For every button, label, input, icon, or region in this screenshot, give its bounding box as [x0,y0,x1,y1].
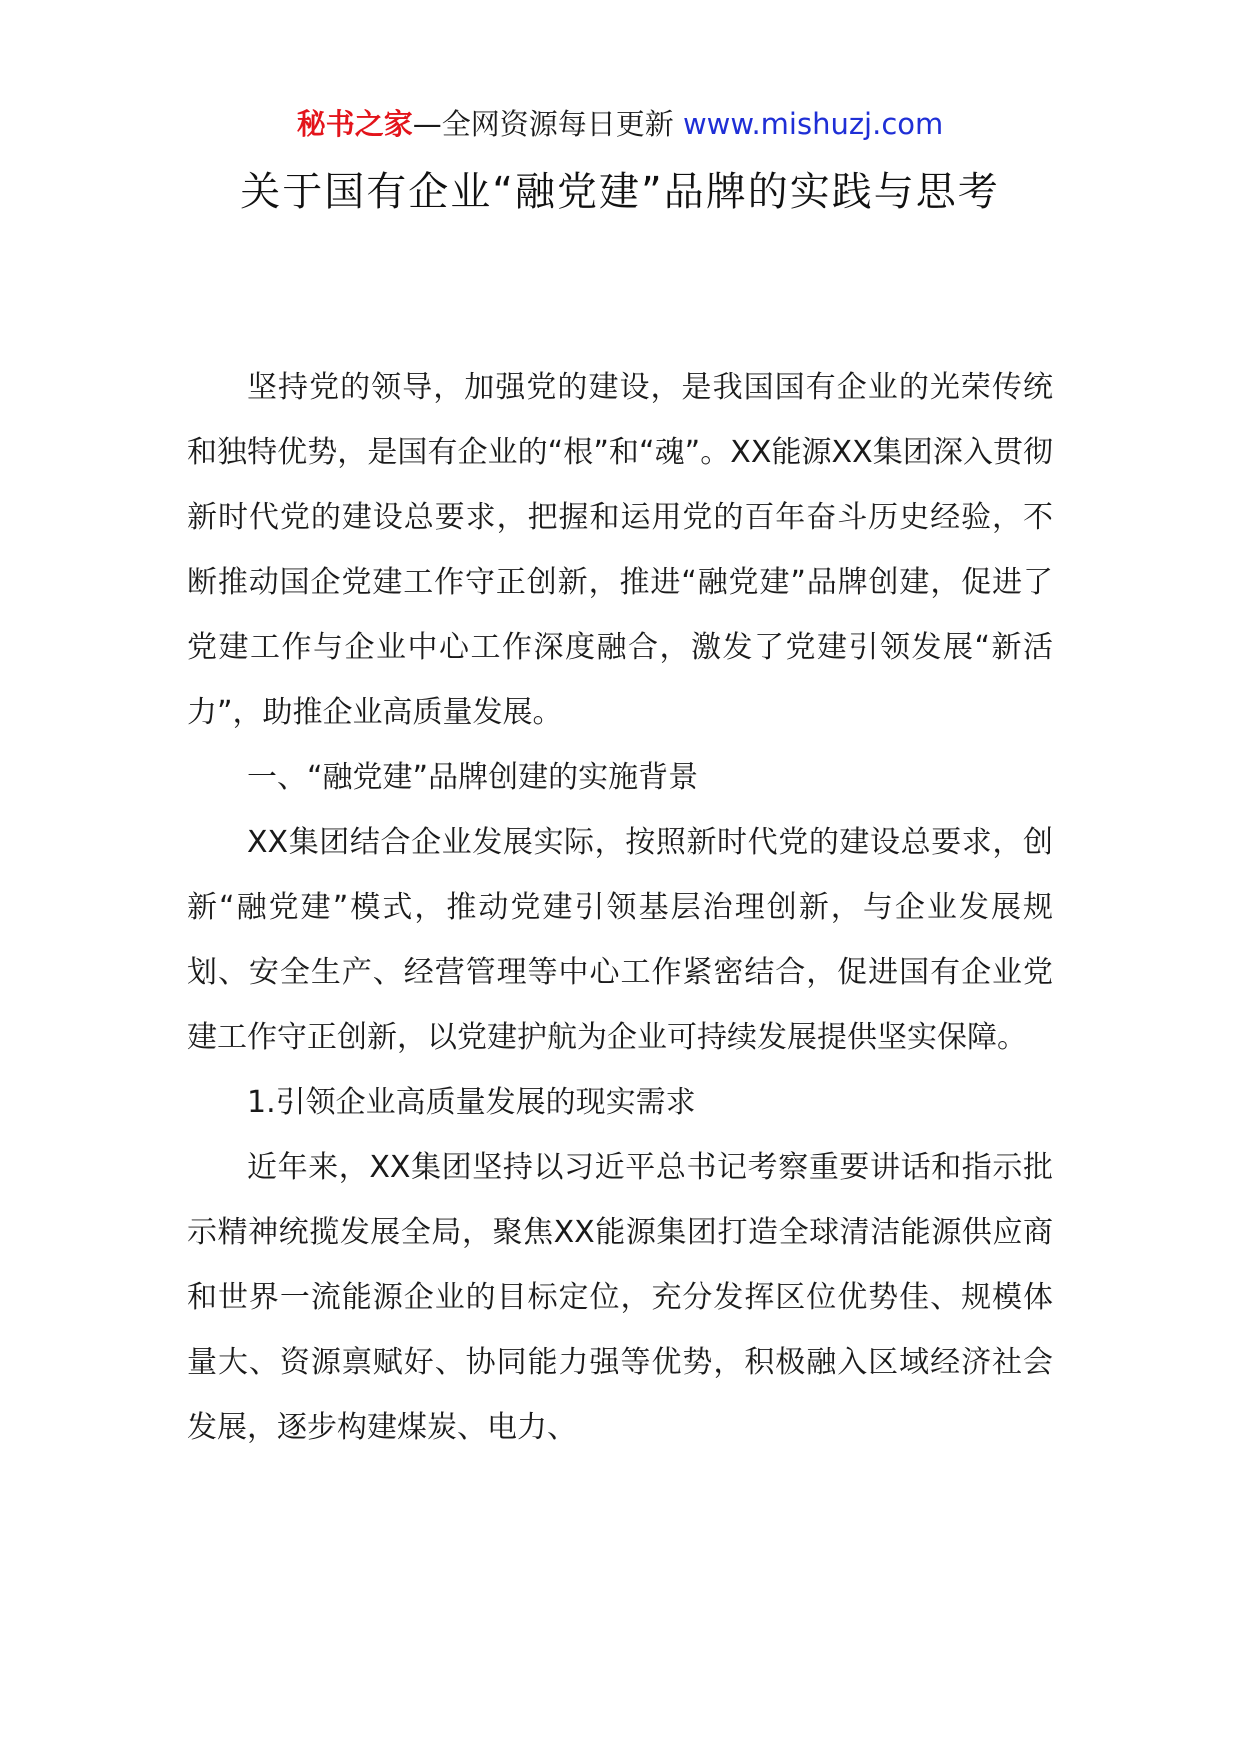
site-tagline: —全网资源每日更新 [412,107,683,141]
body-paragraph: 近年来，XX集团坚持以习近平总书记考察重要讲话和指示批示精神统揽发展全局，聚焦XX能源集团打造全球清洁能源供应商和世界一流能源企业的目标定位，充分发挥区位优势佳、规模体量大、资源禀赋好、协同能力强等优势，积极融入区域经济社会发展，逐步构建煤炭、电力、 [187,1150,1053,1445]
subsection-heading: 1.引领企业高质量发展的现实需求 [247,1085,696,1120]
site-header [0,104,1240,144]
section-heading: 一、“融党建”品牌创建的实施背景 [247,760,699,795]
body-paragraph: XX集团结合企业发展实际，按照新时代党的建设总要求，创新“融党建”模式，推动党建引领基层治理创新，与企业发展规划、安全生产、经营管理等中心工作紧密结合，促进国有企业党建工作守正创新，以党建护航为企业可持续发展提供坚实保障。 [187,825,1053,1055]
site-brand: 秘书之家 [296,107,413,141]
intro-paragraph: 坚持党的领导，加强党的建设，是我国国有企业的光荣传统和独特优势，是国有企业的“根”和“魂”。XX能源XX集团深入贯彻新时代党的建设总要求，把握和运用党的百年奋斗历史经验，不断推动国企党建工作守正创新，推进“融党建”品牌创建，促进了党建工作与企业中心工作深度融合，激发了党建引领发展“新活力”，助推企业高质量发展。 [187,370,1053,730]
site-url-link[interactable]: www.mishuzj.com [682,107,944,141]
document-title: 关于国有企业“融党建”品牌的实践与思考 [240,169,1000,215]
document-body [187,355,1053,1460]
